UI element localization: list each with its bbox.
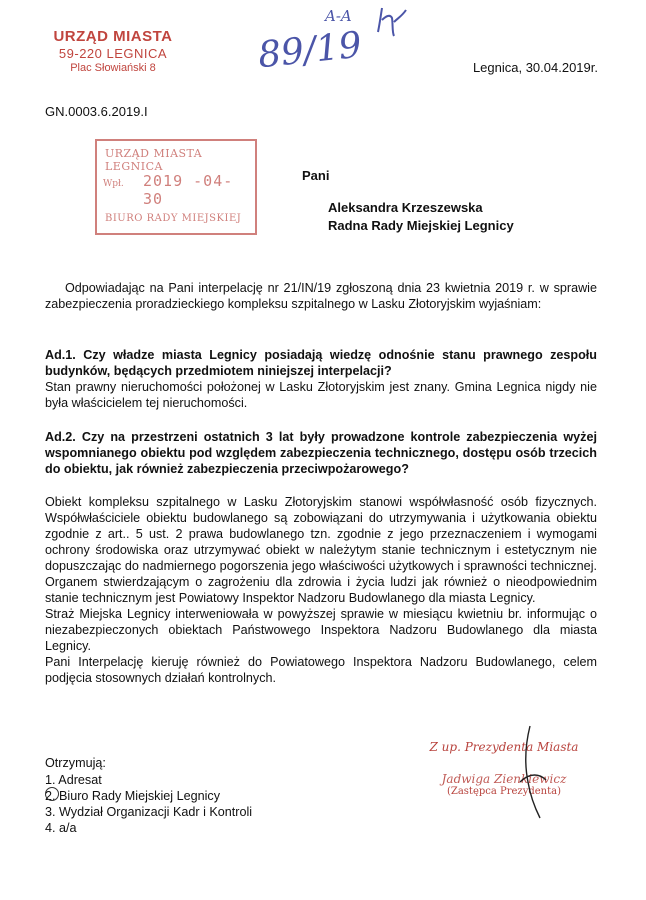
handwritten-annotation: A-A xyxy=(325,7,352,25)
question-2: Ad.2. Czy na przestrzeni ostatnich 3 lat były prowadzone kontrole zabezpieczenia wyżej wspomnianego obiektu pod względem zabezpieczenia technicznego, dostępu osób trzecich do obiektu, jak również zabezpieczenia przeciwpożarowego? xyxy=(45,430,597,476)
question-1: Ad.1. Czy władze miasta Legnicy posiadają wiedzę odnośnie stanu prawnego zespołu budynków, będących przedmiotem niniejszej interpelacji? xyxy=(45,348,597,378)
list-item: 2. Biuro Rady Miejskiej Legnicy xyxy=(45,789,220,803)
letterhead-office: URZĄD MIASTA xyxy=(53,28,173,45)
list-item: 1. Adresat xyxy=(45,773,102,787)
handwritten-signature-icon xyxy=(500,722,560,822)
letterhead-postal: 59-220 LEGNICA xyxy=(58,46,168,61)
handwritten-case-number: 89/19 xyxy=(256,24,364,77)
addressee-name: Aleksandra Krzeszewska xyxy=(328,200,483,215)
reference-number: GN.0003.6.2019.I xyxy=(45,104,148,119)
answer-1: Stan prawny nieruchomości położonej w Lasku Złotoryjskim jest znany. Gmina Legnica nigdy nie była właścicielem tej nieruchomości. xyxy=(45,380,597,410)
signature-role: (Zastępca Prezydenta) xyxy=(446,786,561,797)
salutation: Pani xyxy=(302,168,330,183)
signature-name: Jadwiga Zienkiewicz xyxy=(441,772,567,786)
answer-2-paragraph: Pani Interpelację kieruję również do Powiatowego Inspektora Nadzoru Budowlanego, celem podjęcia stosownych działań kontrolnych. xyxy=(45,655,597,685)
list-item: 3. Wydział Organizacji Kadr i Kontroli xyxy=(45,805,253,819)
stamp-department: BIURO RADY MIEJSKIEJ xyxy=(105,213,242,224)
handwritten-circle-icon xyxy=(44,786,60,802)
handwritten-initials-icon xyxy=(372,2,412,42)
recipients-list xyxy=(45,772,252,836)
stamp-received-date: 2019 -04- 30 xyxy=(143,172,234,208)
stamp-wp-label: Wpł. xyxy=(103,179,124,189)
letter-date: Legnica, 30.04.2019r. xyxy=(472,60,598,75)
answer-2-paragraph: Straż Miejska Legnicy interweniowała w powyższej sprawie w miesiącu kwietniu br. informując o niezabezpieczonych obiektach Państwowego Inspektora Nadzoru Budowlanego dla miasta Legnicy. xyxy=(45,607,597,653)
list-item: 4. a/a xyxy=(45,821,77,835)
answer-2-paragraph: Obiekt kompleksu szpitalnego w Lasku Złotoryjskim stanowi współwłasność osób fizycznych. Współwłaściciele obiektu budowlanego są zobowiązani do utrzymywania i użytkowania obiektu zgodnie z art.. 5 ust. 2 prawa budowlanego tzn. zgodnie z jego przeznaczeniem i wymogami ochrony środowiska oraz utrzymywać obiekt w należytym stanie technicznym i estetycznym nie dopuszczając do nadmiernego pogorszenia jego właściwości użytkowych i sprawności technicznej. Organem stwierdzającym o zagrożeniu dla zdrowia i życia ludzi jak również o nieodpowiednim stanie technicznym jest Powiatowy Inspektor Nadzoru Budowlanego dla miasta Legnicy. xyxy=(45,495,597,605)
registration-stamp xyxy=(95,139,257,235)
signature-authority: Z up. Prezydenta Miasta xyxy=(429,740,579,754)
letterhead-stamp xyxy=(33,28,193,74)
intro-paragraph: Odpowiadając na Pani interpelację nr 21/IN/19 zgłoszoną dnia 23 kwietnia 2019 r. w sprawie zabezpieczenia proradzieckiego kompleksu szpitalnego w Lasku Złotoryjskim wyjaśniam: xyxy=(45,281,597,311)
answer-2 xyxy=(45,494,597,686)
stamp-office: URZĄD MIASTA LEGNICA xyxy=(105,147,203,173)
recipients-title: Otrzymują: xyxy=(45,756,106,770)
letterhead-street: Plac Słowiański 8 xyxy=(70,62,156,74)
addressee-title: Radna Rady Miejskiej Legnicy xyxy=(328,218,514,233)
